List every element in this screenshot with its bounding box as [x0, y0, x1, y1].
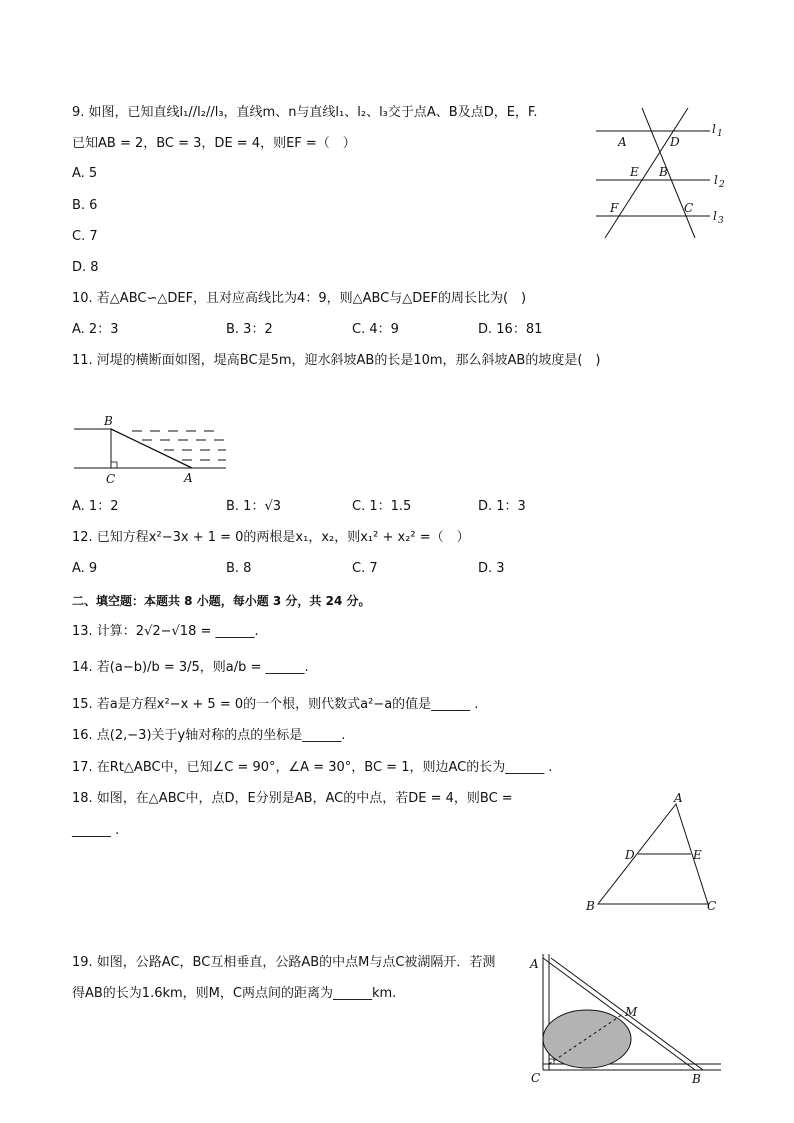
q13-stem: 13. 计算：2√2−√18 = ______. — [72, 624, 259, 639]
q19-label-b: B — [692, 1072, 701, 1086]
q19-label-c: C — [531, 1071, 541, 1085]
q9-label-e: E — [630, 165, 639, 179]
q10-option-c: C. 4：9 — [352, 322, 399, 337]
q9-label-l2: l — [714, 173, 718, 187]
q18-label-a: A — [674, 791, 683, 805]
q10-option-d: D. 16：81 — [478, 322, 543, 337]
q11-option-b: B. 1：√3 — [226, 499, 282, 514]
q9-option-a: A. 5 — [72, 166, 98, 181]
q11-option-c: C. 1：1.5 — [352, 499, 412, 514]
q19-label-a: A — [530, 957, 539, 971]
q9-label-f: F — [610, 201, 619, 215]
q9-option-c: C. 7 — [72, 229, 98, 244]
q9-label-d: D — [670, 135, 680, 149]
q10-option-b: B. 3：2 — [226, 322, 273, 337]
q9-label-l3-sub: 3 — [718, 216, 724, 226]
q9-label-l2-sub: 2 — [719, 180, 725, 190]
q17-stem: 17. 在Rt△ABC中，已知∠C = 90°，∠A = 30°，BC = 1，则边AC的长为______ . — [72, 760, 553, 775]
q15-stem: 15. 若a是方程x²−x + 5 = 0的一个根，则代数式a²−a的值是______ . — [72, 697, 479, 712]
q18-label-c: C — [707, 899, 717, 913]
q12-option-a: A. 9 — [72, 561, 98, 576]
q11-label-a: A — [184, 471, 193, 485]
q9-label-l1-sub: 1 — [717, 129, 723, 139]
section-heading-fill-in: 二、填空题：本题共 8 小题，每小题 3 分，共 24 分。 — [72, 594, 371, 608]
q12-option-d: D. 3 — [478, 561, 505, 576]
q11-embankment-figure — [70, 410, 240, 490]
q9-option-b: B. 6 — [72, 198, 98, 213]
q11-option-d: D. 1：3 — [478, 499, 526, 514]
q19-stem-line2: 得AB的长为1.6km，则M，C两点间的距离为______km. — [72, 986, 397, 1001]
q9-stem-line1: 9. 如图，已知直线l₁//l₂//l₃，直线m、n与直线l₁、l₂、l₃交于点A、B及点D，E，F. — [72, 105, 538, 120]
q19-road-lake-figure — [525, 950, 730, 1090]
q9-label-a: A — [618, 135, 627, 149]
q9-stem-line2: 已知AB = 2，BC = 3，DE = 4，则EF =（ ） — [72, 136, 356, 151]
q10-stem: 10. 若△ABC∽△DEF，且对应高线比为4：9，则△ABC与△DEF的周长比为( ) — [72, 291, 527, 306]
q12-option-c: C. 7 — [352, 561, 378, 576]
q11-option-a: A. 1：2 — [72, 499, 119, 514]
q19-label-m: M — [625, 1005, 638, 1019]
q9-label-b: B — [659, 165, 668, 179]
q9-parallel-lines-figure — [590, 100, 730, 245]
q18-triangle-figure — [580, 790, 730, 920]
q19-stem-line1: 19. 如图，公路AC，BC互相垂直，公路AB的中点M与点C被湖隔开．若测 — [72, 955, 496, 970]
q18-label-e: E — [693, 848, 702, 862]
q18-label-d: D — [625, 848, 635, 862]
q11-label-b: B — [104, 414, 113, 428]
q12-stem: 12. 已知方程x²−3x + 1 = 0的两根是x₁，x₂，则x₁² + x₂² =（ ） — [72, 530, 470, 545]
q18-label-b: B — [586, 899, 595, 913]
q14-stem: 14. 若(a−b)/b = 3/5，则a/b = ______. — [72, 660, 309, 675]
q16-stem: 16. 点(2,−3)关于y轴对称的点的坐标是______. — [72, 728, 346, 743]
q9-label-l1: l — [712, 122, 716, 136]
q10-option-a: A. 2：3 — [72, 322, 119, 337]
q18-stem-line1: 18. 如图，在△ABC中，点D，E分别是AB，AC的中点，若DE = 4，则BC = — [72, 791, 513, 806]
q9-option-d: D. 8 — [72, 260, 99, 275]
q11-stem: 11. 河堤的横断面如图，堤高BC是5m，迎水斜坡AB的长是10m，那么斜坡AB的坡度是( ) — [72, 353, 601, 368]
q9-label-l3: l — [713, 209, 717, 223]
q9-label-c: C — [684, 201, 694, 215]
q11-label-c: C — [106, 472, 116, 486]
q12-option-b: B. 8 — [226, 561, 252, 576]
q18-stem-line2: ______ . — [72, 823, 120, 838]
